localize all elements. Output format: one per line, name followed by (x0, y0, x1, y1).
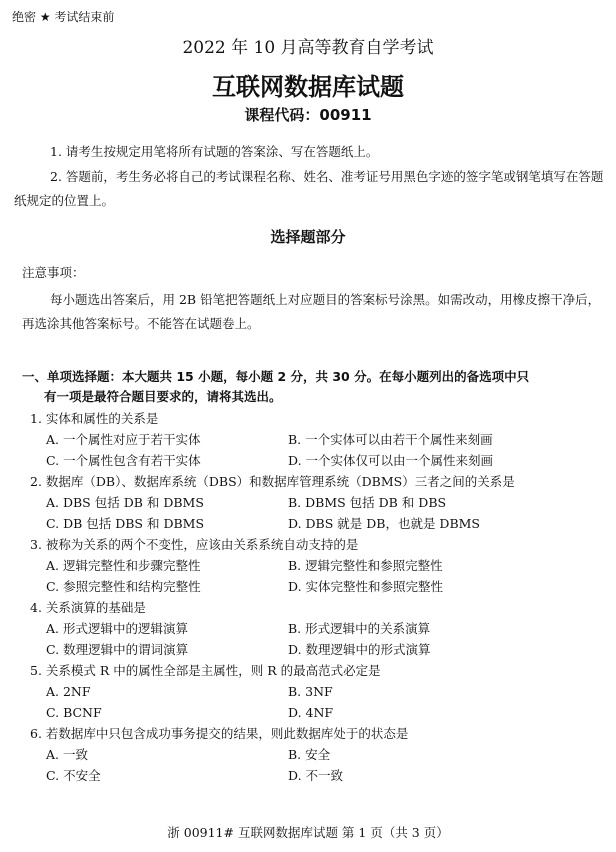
notes-text (22, 288, 606, 336)
option-d: D. 数理逻辑中的形式演算 (288, 642, 431, 657)
option-a: A. 2NF (46, 684, 91, 699)
page-footer: 浙 00911# 互联网数据库试题 第 1 页（共 3 页） (167, 825, 449, 840)
part1-heading-line2: 有一项是最符合题目要求的，请将其选出。 (44, 389, 282, 404)
option-b: B. 3NF (288, 684, 333, 699)
part1-heading (22, 367, 606, 407)
option-a: A. DBS 包括 DB 和 DBMS (46, 495, 204, 510)
question-list (30, 408, 606, 786)
course-code: 课程代码：00911 (244, 106, 372, 124)
option-b: B. 逻辑完整性和参照完整性 (288, 558, 443, 573)
option-a: A. 一致 (46, 747, 88, 762)
question-stem: 1. 实体和属性的关系是 (30, 411, 159, 426)
option-d: D. 4NF (288, 705, 334, 720)
option-a: A. 逻辑完整性和步骤完整性 (46, 558, 201, 573)
option-d: D. DBS 就是 DB，也就是 DBMS (288, 516, 480, 531)
option-b: B. 一个实体可以由若干个属性来刻画 (288, 432, 493, 447)
question-stem: 4. 关系演算的基础是 (30, 600, 146, 615)
options-row (30, 492, 606, 513)
option-d: D. 不一致 (288, 768, 344, 783)
exam-title: 2022 年 10 月高等教育自学考试 (182, 38, 434, 58)
options-row (30, 765, 606, 786)
notes-label: 注意事项： (22, 265, 85, 280)
notes-paragraph: 每小题选出答案后，用 2B 铅笔把答题纸上对应题目的答案标号涂黑。如需改动，用橡皮擦干净后，再选涂其他答案标号。不能答在试题卷上。 (22, 292, 601, 331)
option-b: B. 安全 (288, 747, 331, 762)
question-stem: 6. 若数据库中只包含成功事务提交的结果，则此数据库处于的状态是 (30, 726, 409, 741)
confidential-label: 绝密 ★ 考试结束前 (12, 10, 115, 24)
instruction-text: 2. 答题前，考生务必将自己的考试课程名称、姓名、准考证号用黑色字迹的签字笔或钢笔填写在答题纸规定的位置上。 (14, 169, 604, 208)
subject-title: 互联网数据库试题 (212, 73, 404, 101)
question-stem: 3. 被称为关系的两个不变性，应该由关系系统自动支持的是 (30, 537, 359, 552)
options-row (30, 744, 606, 765)
option-c: C. 不安全 (46, 768, 101, 783)
options-row (30, 555, 606, 576)
option-c: C. 参照完整性和结构完整性 (46, 579, 201, 594)
options-row (30, 576, 606, 597)
question-stem: 2. 数据库（DB）、数据库系统（DBS）和数据库管理系统（DBMS）三者之间的关系是 (30, 474, 515, 489)
option-c: C. DB 包括 DBS 和 DBMS (46, 516, 205, 531)
instruction-text: 1. 请考生按规定用笔将所有试题的答案涂、写在答题纸上。 (50, 144, 379, 159)
question-stem: 5. 关系模式 R 中的属性全部是主属性，则 R 的最高范式必定是 (30, 663, 381, 678)
instruction-1 (14, 140, 606, 164)
option-c: C. 数理逻辑中的谓词演算 (46, 642, 189, 657)
section-title: 选择题部分 (270, 228, 346, 246)
options-row (30, 618, 606, 639)
option-d: D. 实体完整性和参照完整性 (288, 579, 444, 594)
options-row (30, 450, 606, 471)
instruction-2 (14, 165, 606, 213)
part1-heading-line1: 一、单项选择题：本大题共 15 小题，每小题 2 分，共 30 分。在每小题列出的备选项中只 (22, 369, 530, 384)
options-row (30, 639, 606, 660)
option-b: B. DBMS 包括 DB 和 DBS (288, 495, 447, 510)
options-row (30, 429, 606, 450)
option-a: A. 形式逻辑中的逻辑演算 (46, 621, 188, 636)
option-d: D. 一个实体仅可以由一个属性来刻画 (288, 453, 494, 468)
option-b: B. 形式逻辑中的关系演算 (288, 621, 431, 636)
option-a: A. 一个属性对应于若干实体 (46, 432, 201, 447)
option-c: C. BCNF (46, 705, 102, 720)
options-row (30, 513, 606, 534)
options-row (30, 681, 606, 702)
options-row (30, 702, 606, 723)
option-c: C. 一个属性包含有若干实体 (46, 453, 201, 468)
